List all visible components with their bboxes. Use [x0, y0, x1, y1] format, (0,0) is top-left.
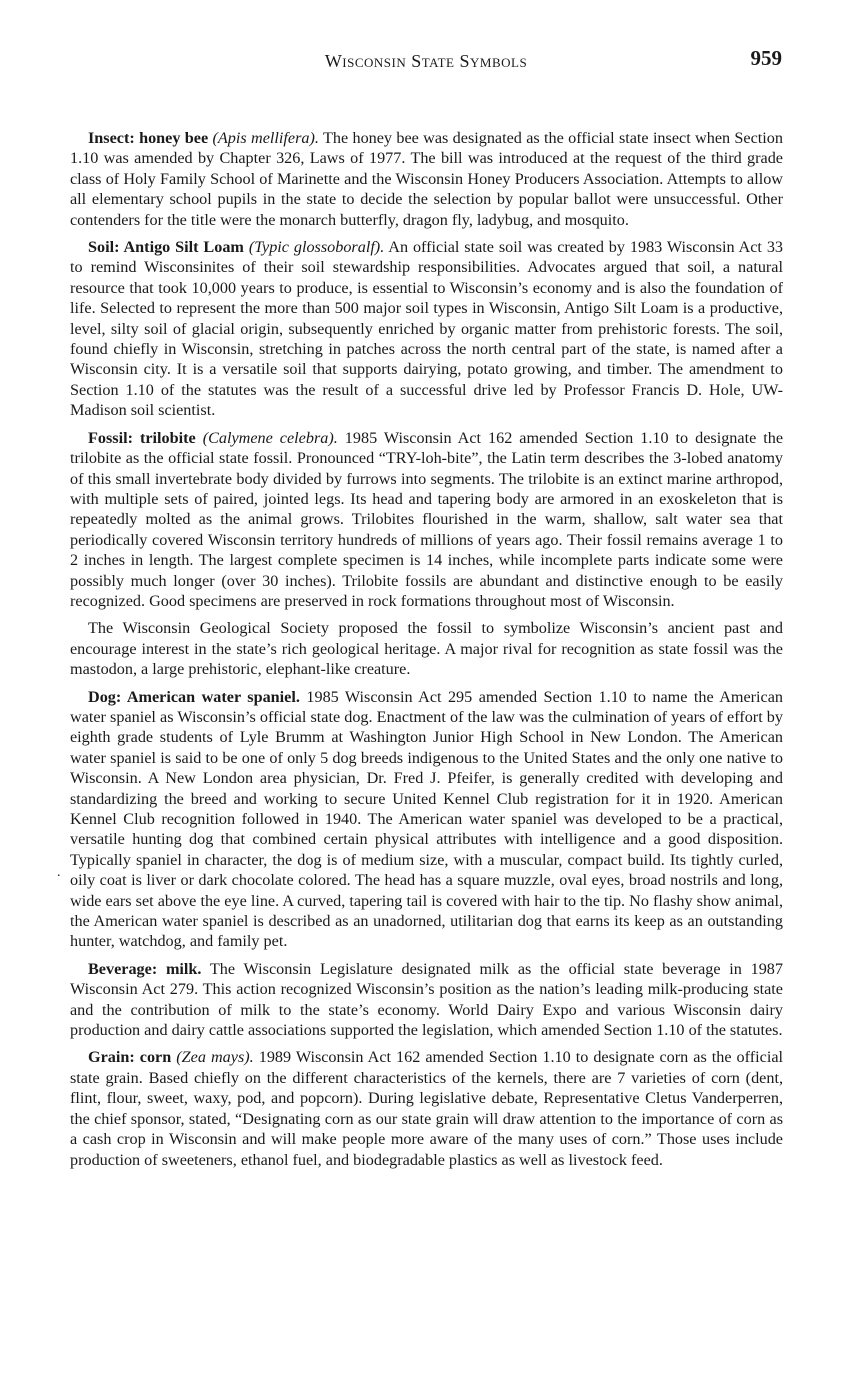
page-body — [70, 128, 783, 1177]
symbol-name: Fossil: trilobite — [88, 428, 196, 447]
margin-mark: . — [57, 865, 61, 880]
symbol-name: Soil: Antigo Silt Loam — [88, 238, 244, 257]
paragraph-text: An official state soil was created by 1983 Wisconsin Act 33 to remind Wisconsinites of their soil stewardship responsibilities. Advocates argued that soil, a natural resource that took 10,000 years to produce, is essential to Wisconsin’s economy and is also the foundation of life. Selected to represent the more than 500 major soil types in Wisconsin, Antigo Silt Loam is a productive, level, silty soil of glacial origin, subsequently enriched by organic matter from prehistoric forests. The soil, found chiefly in Wisconsin, stretching in patches across the north central part of the state, is named after a Wisconsin city. It is a versatile soil that supports dairying, potato growing, and timber. The amendment to Section 1.10 of the statutes was the result of a successful drive led by Professor Francis D. Hole, UW-Madison soil scientist. — [70, 238, 784, 420]
paragraph-fossil-continued — [70, 618, 783, 679]
scientific-name: (Calymene celebra). — [202, 428, 338, 447]
symbol-name: Dog: American water spaniel. — [88, 687, 300, 706]
symbol-name: Beverage: milk. — [88, 959, 202, 978]
scientific-name: (Typic glossoboralf). — [248, 238, 385, 257]
paragraph-text: The Wisconsin Geological Society proposed the fossil to symbolize Wisconsin’s ancient past and encourage interest in the state’s rich geological heritage. A major rival for recognition as state fossil was the mastodon, a large prehistoric, elephant-like creature. — [70, 619, 783, 679]
scientific-name: (Zea mays). — [176, 1048, 254, 1067]
paragraph-soil — [70, 237, 783, 421]
paragraph-text: The Wisconsin Legislature designated milk as the official state beverage in 1987 Wisconsin Act 279. This action recognized Wisconsin’s position as the nation’s leading milk-producing state and the contribution of milk to the state’s economy. World Dairy Expo and various Wisconsin dairy production and dairy cattle associations supported the legislation, which amended Section 1.10 of the statutes. — [70, 959, 783, 1040]
paragraph-dog — [70, 687, 783, 952]
symbol-name: Insect: honey bee — [88, 129, 209, 147]
paragraph-beverage — [70, 959, 783, 1041]
paragraph-fossil — [70, 428, 783, 612]
scientific-name: (Apis mellifera). — [212, 129, 319, 147]
page-header — [70, 46, 782, 76]
paragraph-text: 1985 Wisconsin Act 295 amended Section 1.10 to name the American water spaniel as Wisconsin’s official state dog. Enactment of the law was the culmination of years of effort by eighth grade students of Lyle Brumm at Washington Junior High School in New London. The American water spaniel is said to be one of only 5 dog breeds indigenous to the United States and the only one native to Wisconsin. A New London area physician, Dr. Fred J. Pfeifer, is generally credited with developing and standardizing the breed and working to secure United Kennel Club registration for it in 1920. American Kennel Club recognition followed in 1940. The American water spaniel was developed to be a practical, versatile hunting dog that combined certain physical attributes with intelligence and a good disposition. Typically spaniel in character, the dog is of medium size, with a muscular, compact build. Its tightly curled, oily coat is liver or dark chocolate colored. The head has a square muzzle, oval eyes, broad nostrils and long, wide ears set above the eye line. A curved, tapering tail is covered with hair to the tip. No flashy show animal, the American water spaniel is described as an unadorned, utilitarian dog that earns its keep as an outstanding hunter, watchdog, and family pet. — [70, 687, 784, 951]
paragraph-text: 1985 Wisconsin Act 162 amended Section 1.10 to designate the trilobite as the official state fossil. Pronounced “TRY-loh-bite”, the Latin term describes the 3-lobed anatomy of this small invertebrate body divided by furrows into segments. The trilobite is an extinct marine arthropod, with multiple sets of paired, jointed legs. Its head and tapering body are armored in an exoskeleton that is repeatedly molted as the animal grows. Trilobites flourished in the warm, shallow, salt water sea that periodically covered Wisconsin territory hundreds of millions of years ago. Their fossil remains average 1 to 2 inches in length. The largest complete specimen is 14 inches, while incomplete parts indicate some were possibly much longer (over 30 inches). Trilobite fossils are abundant and distinctive enough to be easily recognized. Good specimens are preserved in rock formations throughout most of Wisconsin. — [70, 428, 784, 610]
paragraph-text: 1989 Wisconsin Act 162 amended Section 1.10 to designate corn as the official state grain. Based chiefly on the different characteristics of the kernels, there are 7 varieties of corn (dent, flint, flour, sweet, waxy, pod, and popcorn). During legislative debate, Representative Cletus Vanderperren, the chief sponsor, stated, “Designating corn as our state grain will draw attention to the importance of corn as a cash crop in Wisconsin and will make people more aware of the many uses of corn.” Those uses include production of sweeteners, ethanol fuel, and biodegradable plastics as well as livestock feed. — [70, 1048, 784, 1169]
running-title: Wisconsin State Symbols — [324, 51, 528, 71]
page-number: 959 — [750, 46, 782, 70]
symbol-name: Grain: corn — [88, 1048, 172, 1067]
paragraph-insect — [70, 128, 783, 230]
paragraph-grain — [70, 1047, 783, 1169]
paragraph-text: The honey bee was designated as the official state insect when Section 1.10 was amended by Chapter 326, Laws of 1977. The bill was introduced at the request of the third grade class of Holy Family School of Marinette and the Wisconsin Honey Producers Association. Attempts to allow all elementary school pupils in the state to decide the selection by popular ballot were unsuccessful. Other contenders for the title were the monarch butterfly, dragon fly, ladybug, and mosquito. — [70, 129, 783, 229]
